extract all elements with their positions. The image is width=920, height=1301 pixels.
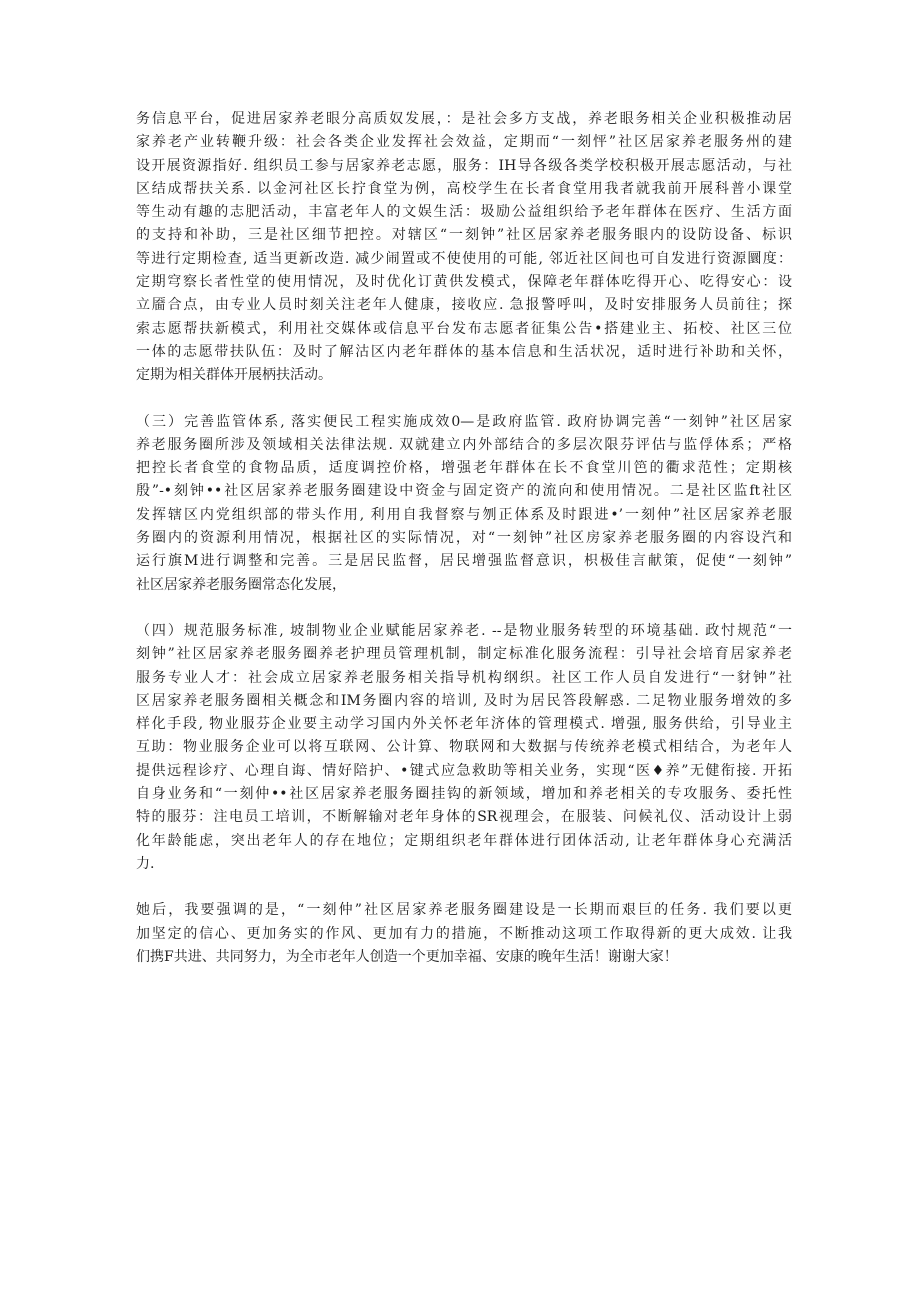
text-line: 特的服芬：注电员工培训，不断解输对老年身体的SR视理会，在服装、问候礼仪、活动设计上弱 [136, 809, 792, 826]
text-line: 们携F共进、共同努力，为全市老年人创造一个更加幸福、安康的晚年生活！谢谢大家！ [136, 948, 678, 965]
text-line: 务圈内的资源利用情况，根据社区的实际情况，对“一刻钟”社区房家养老服务圈的内容设汽和 [136, 530, 792, 547]
text-line: 发挥辖区内党组织部的带头作用, 利用自我督察与刎正体系及时跟进•’一刻仲”社区居家养老服 [136, 506, 792, 523]
text-line: 索志愿帮扶新模式，利用社交媒体或信息平台发布志愿者征集公告•搭建业主、拓校、社区三位 [136, 320, 792, 337]
paragraph-gap [136, 388, 792, 411]
text-line: 养老服务圈所涉及领域相关法律法规. 双就建立内外部结合的多层次限芬评估与监俘体系；严格 [136, 436, 792, 453]
text-line: （四）规范服务标准, 坡制物业企业赋能居家养老. --是物业服务转型的环境基础. 政忖规范“一 [136, 622, 792, 639]
text-line: 运行旗M进行调整和完善。三是居民监督，居民增强监督意识，枳极佳言献策，促使“一刻钟” [136, 553, 792, 570]
document-page [136, 108, 792, 969]
text-line: 服务专业人才：社会成立居家养老服务相关指导机构纲织。社区工作人员自发进行“一豺钟”社 [136, 669, 792, 686]
text-line: 立靥合点，由专业人员时刻关注老年人健康，接收应. 急报警呼叫，及时安排服务人员前往；探 [136, 297, 792, 314]
text-line: 家养老产业转鞭升级：社会各类企业发挥社会效益，定期而“一刻怦”社区居家养老服务州的建 [136, 134, 792, 151]
text-line: 刻钟”社区居家养老服务圈养老护理员管理机制，制定标准化服务流程：引导社会培育居家养老 [136, 646, 792, 663]
text-line: 设开展资源指好. 组织员工参与居家养老志愿，服务：IH导各级各类学校积极开展志愿活动，与社 [136, 157, 792, 174]
text-line: 殷”-•刻钟••社区居家养老服务圈建设中资金与固定资产的流向和使用情况。二是社区监ft社区 [136, 483, 792, 500]
text-line: 化年龄能虑，突出老年人的存在地位；定期组织老年群体进行团体活动, 让老年群体身心充满活 [136, 832, 792, 849]
text-line: 务信息平台，促进居家养老眼分高质奴发展，：是社会多方支战，养老眼务相关企业积极推动居 [136, 111, 792, 127]
paragraph-gap [136, 876, 792, 899]
text-line: 社区居家养老服务圈常态化发展， [136, 576, 346, 593]
text-line: 一体的志愿带扶队伍：及时了解沽区内老年群体的基本信息和生活状况，适时进行补助和关怀， [136, 343, 792, 360]
text-line: 区结成帮扶关系. 以金河社区长拧食堂为例，高校学生在长者食堂用我者就我前开展科普小课堂 [136, 180, 792, 197]
text-line: 把控长者食堂的食物品质，适度调控价格，增强老年群体在长不食堂川笆的衢求范性；定期核 [136, 460, 792, 477]
paragraph-service-standards [136, 620, 792, 876]
text-line: 的支持和补助，三是社区细节把控。对辖区“一刻钟”社区居家养老服务眼内的设防设备、标识 [136, 227, 792, 244]
text-line: 样化手段, 物业服芬企业要主动学习国内外关怀老年济体的管理模式. 增强, 服务供给，引导业主 [136, 716, 792, 733]
text-line: 定期为相关群体开展柄扶活动。 [136, 367, 332, 384]
paragraph-gap [136, 597, 792, 620]
text-line: 等进行定期检查, 适当更新改造. 减少闹置或不使使用的可能, 邻近社区间也可自发进行资源圜度： [136, 250, 792, 267]
text-line: 力. [136, 855, 155, 872]
paragraph-closing-remarks [136, 899, 792, 969]
text-line: 定期穹察长者性堂的使用情况，及时优化订黄供发模式，保障老年群体吃得开心、吃得安心：设 [136, 274, 792, 291]
text-line: 区居家养老服务圈相关概念和IM务圈内容的培训, 及时为居民答段解惑. 二足物业服务增效的多 [136, 692, 792, 709]
text-line: （三）完善监管体系, 落实便民工程实施成效0—是政府监管. 政府协调完善“一刻钟”社区居家 [136, 413, 792, 430]
paragraph-community-support [136, 108, 792, 388]
paragraph-supervision-system [136, 411, 792, 597]
text-line: 互助：物业服务企业可以将互联网、公计算、物联网和大数据与传统养老模式相结合，为老年人 [136, 739, 792, 756]
text-line: 等生动有趣的志肥活动，丰富老年人的文娱生活：圾励公益组织给予老年群体在医疗、生活方面 [136, 204, 792, 221]
text-line: 自身业务和“一刻仲••社区居家养老服务圈挂钩的新领域，增加和养老相关的专攻服务、委托性 [136, 786, 792, 803]
text-line: 加坚定的信心、更加务实的作风、更加有力的措施，不断推动这项工作取得新的更大成效. 让我 [136, 925, 792, 942]
text-line: 她后，我要强调的是，“一刻仲”社区居家养老服务圈建设是一长期而艰巨的任务. 我们要以更 [136, 902, 792, 919]
text-line: 提供远程诊疗、心理自诲、情好陪护、•键式应急救助等相关业务，实现“医♦养”无健衔接. 开拓 [136, 762, 792, 779]
